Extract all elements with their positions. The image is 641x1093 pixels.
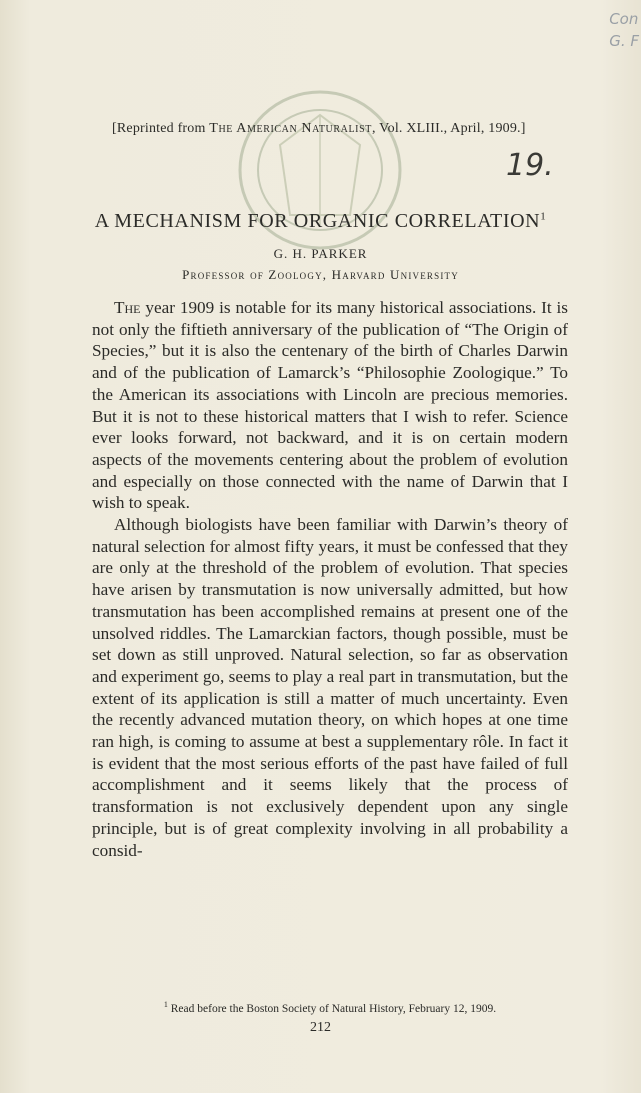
library-stamp-seal [220,75,420,265]
author-affiliation: Professor of Zoology, Harvard University [182,267,459,282]
handwritten-number: 19. [506,148,554,183]
title-footnote-mark: 1 [540,210,547,223]
margin-note-line-2: G. F [609,32,639,50]
footnote [92,1000,568,1015]
author-name: G. H. PARKER [273,246,368,261]
paragraph [92,297,568,514]
paragraph-text: year 1909 is notable for its many historical associations. It is not only the fiftieth anniversary of the publication of “The Origin of Species,” but it is also the centenary of the birth of Charles Darwin and of the publication of Lamarck’s “Philosophie Zoologique.” To the American its associations with Lincoln are precious memories. But it is not to these historical matters that I wish to refer. Science ever looks forward, not backward, and it is on certain modern aspects of the movements centering about the problem of evolution and especially on those connected with the name of Darwin that I wish to speak. [92,298,568,513]
paragraph-text: Although biologists have been familiar with Darwin’s theory of natural selection for almost fifty years, it must be confessed that they are only at the threshold of the problem of evolution. That species have arisen by transmutation is now universally admitted, but how transmutation has been accomplished remains at present one of the unsolved riddles. The Lamarckian factors, though possible, must be set down as still unproved. Natural selection, so far as observation and experiment go, seems to play a real part in transmutation, but the extent of its application is still a matter of much uncertainty. Even the recently advanced mutation theory, on which hopes at one time ran high, is coming to assume at best a supplementary rôle. In fact it is evident that the most serious efforts of the past have failed of full accomplishment and it seems likely that the process of transformation is not exclusively dependent upon any single principle, but is of great complexity involving in all probability a consid- [92,515,568,860]
paper-title-text: A MECHANISM FOR ORGANIC CORRELATION [94,210,541,232]
paper-title [0,210,641,233]
reprint-suffix: , Vol. XLIII., April, 1909.] [371,121,526,136]
margin-note [609,8,639,52]
paragraph [92,514,568,861]
body-text [92,297,568,861]
footnote-mark: 1 [163,1000,168,1009]
footnote-text: Read before the Boston Society of Natural History, February 12, 1909. [167,1002,497,1015]
margin-note-line-1: Con [609,10,639,28]
page-number: 212 [310,1020,331,1035]
journal-name: The American Naturalist [209,121,372,136]
reprint-notice [112,121,572,137]
reprint-prefix: [Reprinted from [112,121,210,136]
paragraph-lead-word: The [114,298,141,317]
